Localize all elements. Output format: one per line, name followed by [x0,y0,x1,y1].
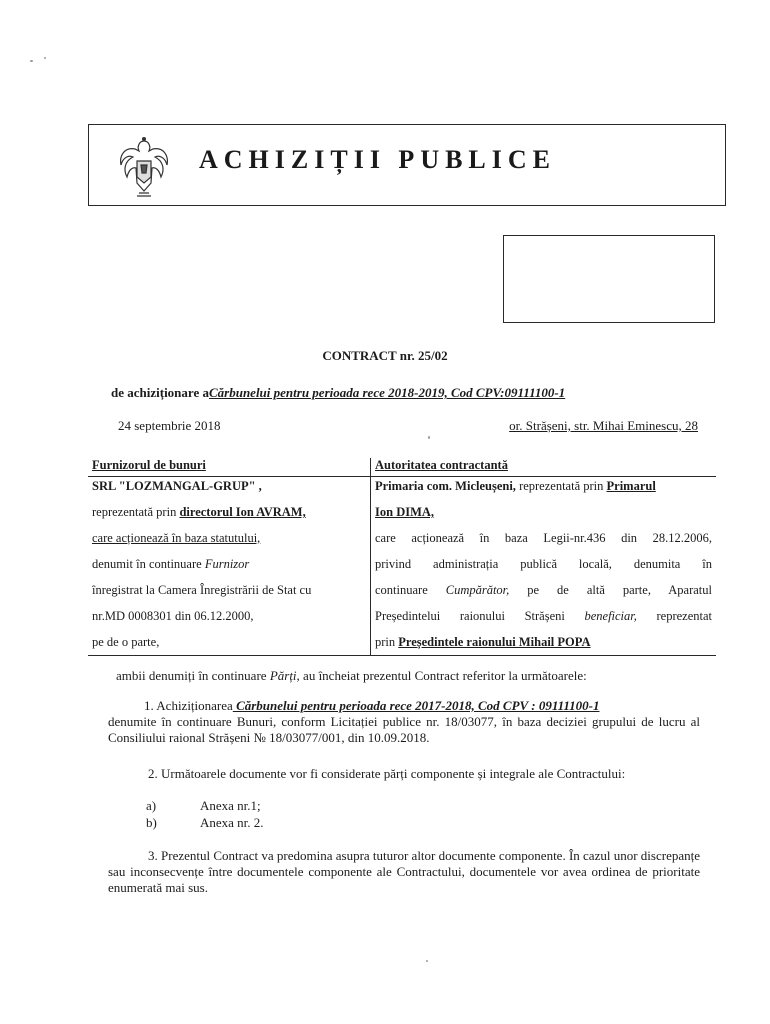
authority-name: Primaria com. Micleușeni, [375,479,516,493]
annex-b-text: Anexa nr. 2. [200,815,264,830]
parties-table [88,458,716,656]
authority-beneficiary: beneficiar, [584,609,637,623]
subject-topic: Cărbunelui pentru perioada rece 2018-2019, Cod CPV:09111100-1 [208,385,566,400]
contract-title: CONTRACT nr. 25/02 [322,348,448,363]
supplier-alias: Furnizor [204,557,250,571]
authority-admin: privind administrația publică locală, denumita în [375,557,712,571]
authority-rep-1: Primarul [606,479,656,493]
supplier-name: SRL "LOZMANGAL-GRUP" , [92,479,262,493]
authority-rep-prefix: reprezentată prin [515,479,607,493]
annex-b [146,815,264,831]
intro-suffix: , au încheiat prezentul Contract referitor la următoarele: [296,668,587,683]
clause-3 [108,848,700,896]
clause-1-topic: Cărbunelui pentru perioada rece 2017-2018, Cod CPV : 09111100-1 [232,698,600,713]
clause-2-text: 2. Următoarele documente vor fi considerate părți componente și integrale ale Contractului: [148,766,626,781]
coat-of-arms-icon [115,135,173,199]
authority-president-line [375,629,712,655]
supplier-registered: înregistrat la Camera Înregistrării de Stat cu [92,583,312,597]
annex-a [146,798,261,814]
supplier-basis: care acționează în baza statutului, [92,531,261,545]
scan-speck [426,960,428,962]
scan-speck [30,60,33,62]
supplier-header: Furnizorul de bunuri [88,458,371,477]
authority-beneficiary-suffix: reprezentat [636,609,712,623]
contract-date: 24 septembrie 2018 [118,418,221,433]
authority-cell [371,477,717,656]
supplier-cell [88,477,371,656]
banner-title: ACHIZIȚII PUBLICE [199,145,557,174]
clause-2 [108,766,700,782]
authority-name-line [375,477,712,499]
authority-president-prefix: prin [375,635,399,649]
scan-speck [428,436,430,439]
authority-alias: Cumpărător, [445,583,510,597]
annex-a-text: Anexa nr.1; [200,798,261,813]
authority-beneficiary-prefix: Președintelui raionului Strășeni [375,609,585,623]
supplier-reg-no: nr.MD 0008301 din 06.12.2000, [92,609,254,623]
clause-1-prefix: 1. Achiziționarea [144,698,233,713]
annex-a-label: a) [146,798,157,813]
clause-1-rest: denumite în continuare Bunuri, conform Licitației publice nr. 18/03077, în baza deciziei grupului de lucru al Consiliului raional Strășeni № 18/03077/001, din 10.09.2018. [108,714,700,745]
authority-beneficiary-line [375,603,712,629]
supplier-alias-line [92,551,366,577]
authority-alias-line [375,577,712,603]
contract-place: or. Strășeni, str. Mihai Eminescu, 28 [509,418,698,433]
annex-b-label: b) [146,815,157,830]
registration-stamp-box [503,235,715,323]
supplier-alias-prefix: denumit în continuare [92,557,205,571]
authority-alias-prefix: continuare [375,583,446,597]
intro-parties-word: Părți [269,668,297,683]
supplier-rep-line [92,499,366,525]
clause-3-text: 3. Prezentul Contract va predomina asupra tuturor altor documente componente. În cazul unor discrepanțe sau inconsecvențe între documentele componente ale Contractului, documentele vor avea ordinea de prioritate enumerată mai sus. [108,848,700,895]
supplier-side: pe de o parte, [92,635,160,649]
authority-president: Președintele raionului Mihail POPA [398,635,591,649]
authority-header: Autoritatea contractantă [371,458,717,477]
supplier-rep-prefix: reprezentată prin [92,505,180,519]
header-banner [88,124,726,206]
clause-1 [108,698,700,746]
supplier-rep: directorul Ion AVRAM, [179,505,306,519]
scan-speck [44,57,46,59]
parties-body-row [88,477,716,656]
intro-prefix: ambii denumiți în continuare [116,668,270,683]
parties-intro [116,668,587,684]
authority-rep-2: Ion DIMA, [375,505,435,519]
authority-rep-line [375,499,712,525]
parties-header-row [88,458,716,477]
subject-lead: de achiziționare a [111,385,209,400]
authority-basis: care acționează în baza Legii-nr.436 din 28.12.2006, [375,531,712,545]
contract-subject [111,385,565,401]
authority-alias-suffix: pe de altă parte, Aparatul [509,583,712,597]
